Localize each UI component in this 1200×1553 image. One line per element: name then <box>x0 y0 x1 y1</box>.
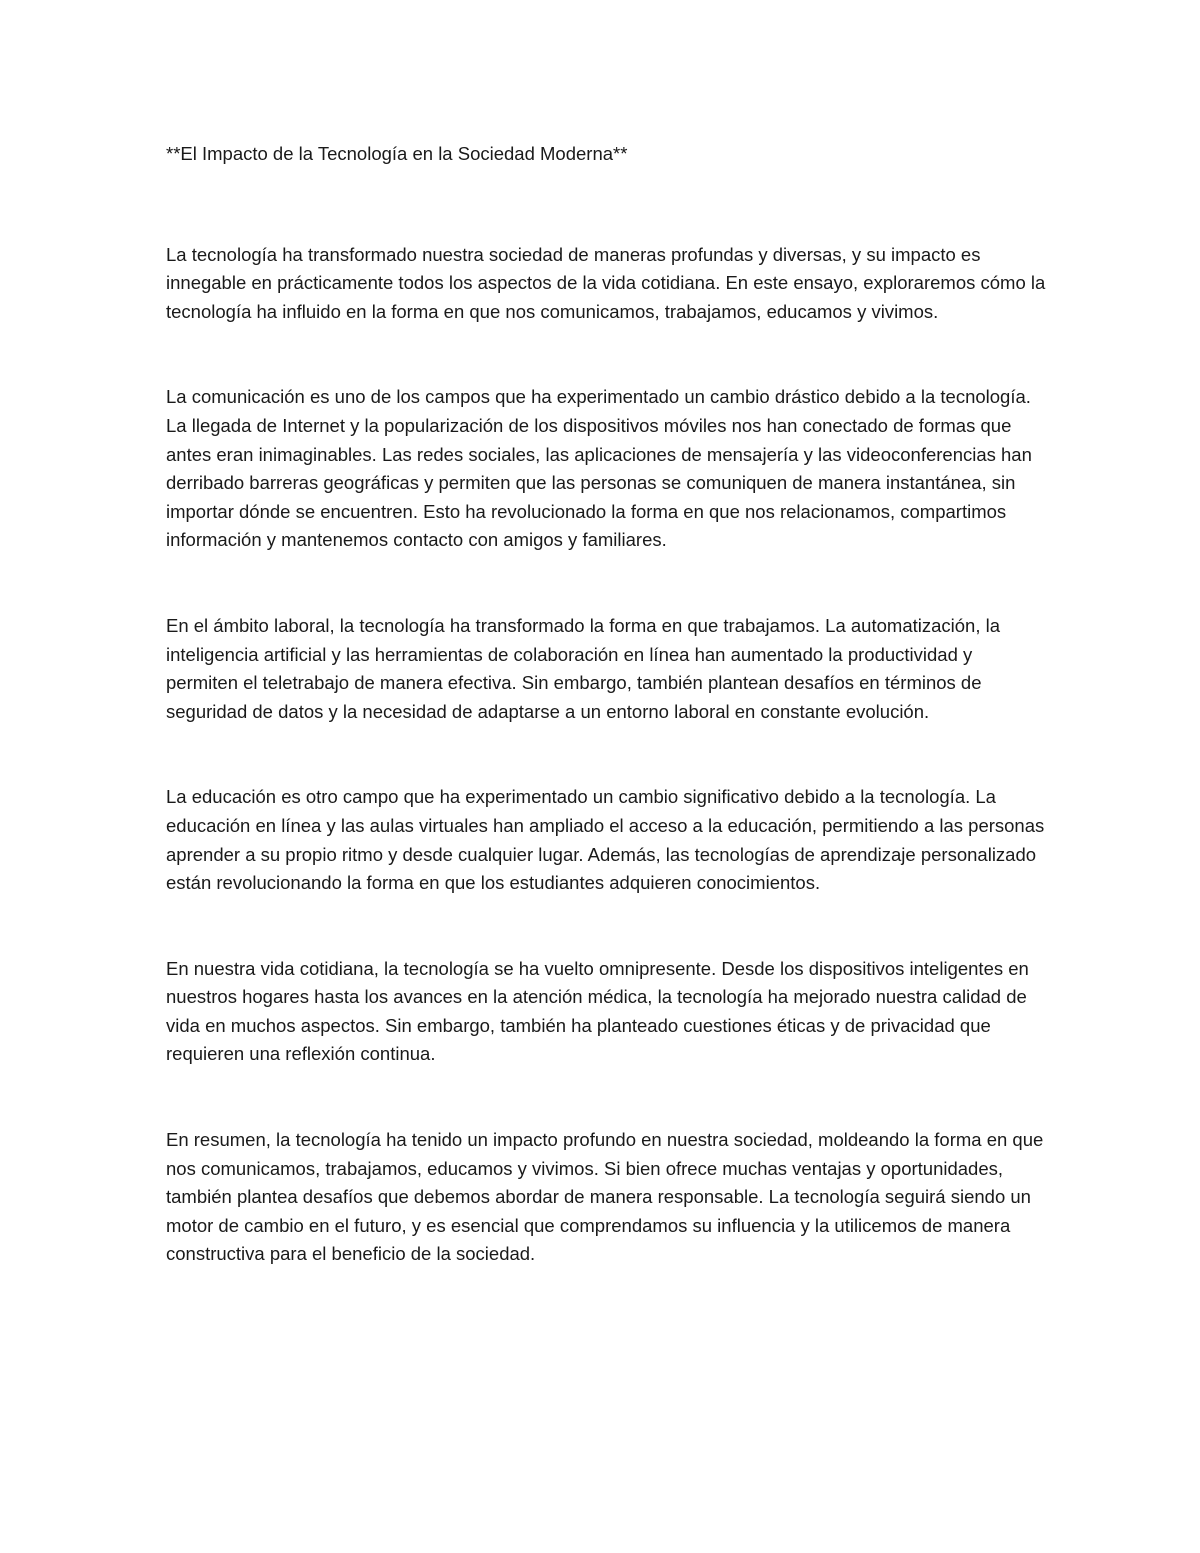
paragraph-daily-life: En nuestra vida cotidiana, la tecnología se ha vuelto omnipresente. Desde los dispositivos inteligentes en nuestros hogares hasta los avances en la atención médica, la tecnología ha mejorado nuestra calidad de vida en muchos aspectos. Sin embargo, también ha planteado cuestiones éticas y de privacidad que requieren una reflexión continua. <box>166 957 1029 1065</box>
paragraph-work: En el ámbito laboral, la tecnología ha transformado la forma en que trabajamos. La automatización, la inteligencia artificial y las herramientas de colaboración en línea han aumentado la productividad y permiten el teletrabajo de manera efectiva. Sin embargo, también plantean desafíos en términos de seguridad de datos y la necesidad de adaptarse a un entorno laboral en constante evolución. <box>166 614 1001 722</box>
paragraph-conclusion: En resumen, la tecnología ha tenido un impacto profundo en nuestra sociedad, moldeando la forma en que nos comunicamos, trabajamos, educamos y vivimos. Si bien ofrece muchas ventajas y oportunidades, también plantea desafíos que debemos abordar de manera responsable. La tecnología seguirá siendo un motor de cambio en el futuro, y es esencial que comprendamos su influencia y la utilicemos de manera constructiva para el beneficio de la sociedad. <box>166 1129 1044 1265</box>
paragraph-communication: La comunicación es uno de los campos que ha experimentado un cambio drástico debido a la tecnología. La llegada de Internet y la popularización de los dispositivos móviles nos han conectado de formas que antes eran inimaginables. Las redes sociales, las aplicaciones de mensajería y las videoconferencias han derribado barreras geográficas y permiten que las personas se comuniquen de manera instantánea, sin importar dónde se encuentren. Esto ha revolucionado la forma en que nos relacionamos, compartimos información y mantenemos contacto con amigos y familiares. <box>166 386 1032 551</box>
paragraph-introduction: La tecnología ha transformado nuestra sociedad de maneras profundas y diversas, y su impacto es innegable en prácticamente todos los aspectos de la vida cotidiana. En este ensayo, exploraremos cómo la tecnología ha influido en la forma en que nos comunicamos, trabajamos, educamos y vivimos. <box>166 243 1046 322</box>
document-body <box>166 140 1046 1326</box>
paragraph-education: La educación es otro campo que ha experimentado un cambio significativo debido a la tecnología. La educación en línea y las aulas virtuales han ampliado el acceso a la educación, permitiendo a las personas aprender a su propio ritmo y desde cualquier lugar. Además, las tecnologías de aprendizaje personalizado están revolucionando la forma en que los estudiantes adquieren conocimientos. <box>166 786 1045 894</box>
document-title: **El Impacto de la Tecnología en la Sociedad Moderna** <box>166 143 628 164</box>
